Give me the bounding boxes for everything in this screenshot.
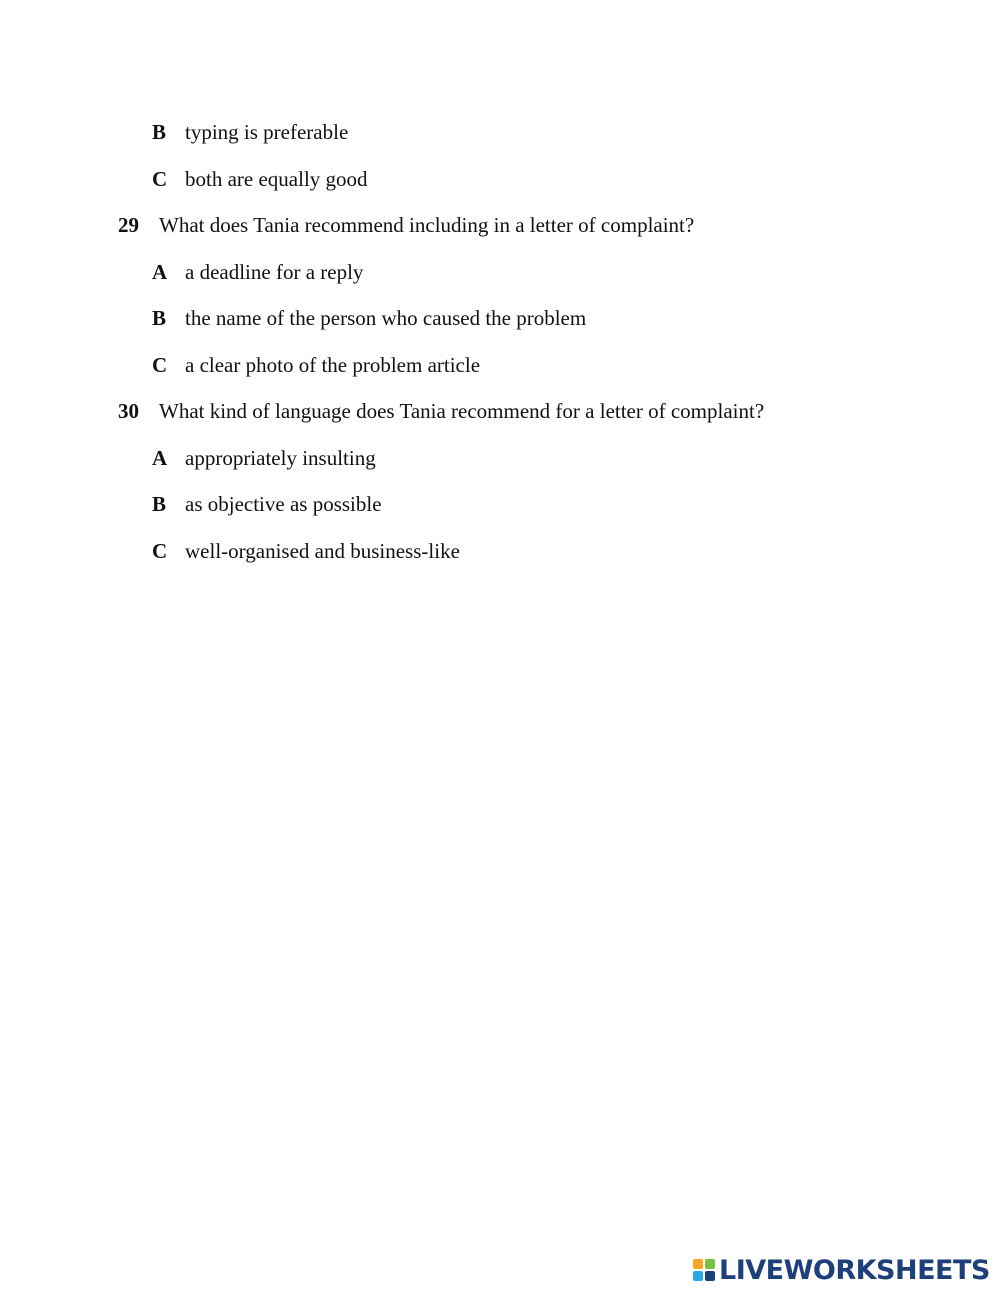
option-letter: C [152,539,168,563]
option-letter: B [152,120,167,144]
option-text: well-organised and business-like [185,539,460,563]
option-letter: A [152,260,168,284]
option-item [152,444,376,472]
option-item [152,165,368,193]
option-text: appropriately insulting [185,446,376,470]
option-item [152,258,363,286]
option-text: a clear photo of the problem article [185,353,481,377]
liveworksheets-logo [693,1254,990,1286]
option-text: the name of the person who caused the problem [185,306,587,330]
logo-text: LIVEWORKSHEETS [719,1254,990,1286]
question-number: 30 [118,399,139,423]
option-item [152,351,480,379]
option-letter: C [152,353,168,377]
option-item [152,118,348,146]
option-letter: B [152,492,167,516]
option-letter: C [152,167,168,191]
option-item [152,490,382,518]
question-number: 29 [118,213,139,237]
option-text: as objective as possible [185,492,382,516]
option-letter: A [152,446,168,470]
option-text: a deadline for a reply [185,260,364,284]
logo-mark-icon [693,1259,715,1281]
option-item [152,537,460,565]
question-text: What kind of language does Tania recommend for a letter of complaint? [159,399,765,423]
option-letter: B [152,306,167,330]
question-item [118,397,764,425]
option-item [152,304,586,332]
option-text: typing is preferable [185,120,349,144]
option-text: both are equally good [185,167,368,191]
question-item [118,211,694,239]
question-text: What does Tania recommend including in a letter of complaint? [159,213,695,237]
